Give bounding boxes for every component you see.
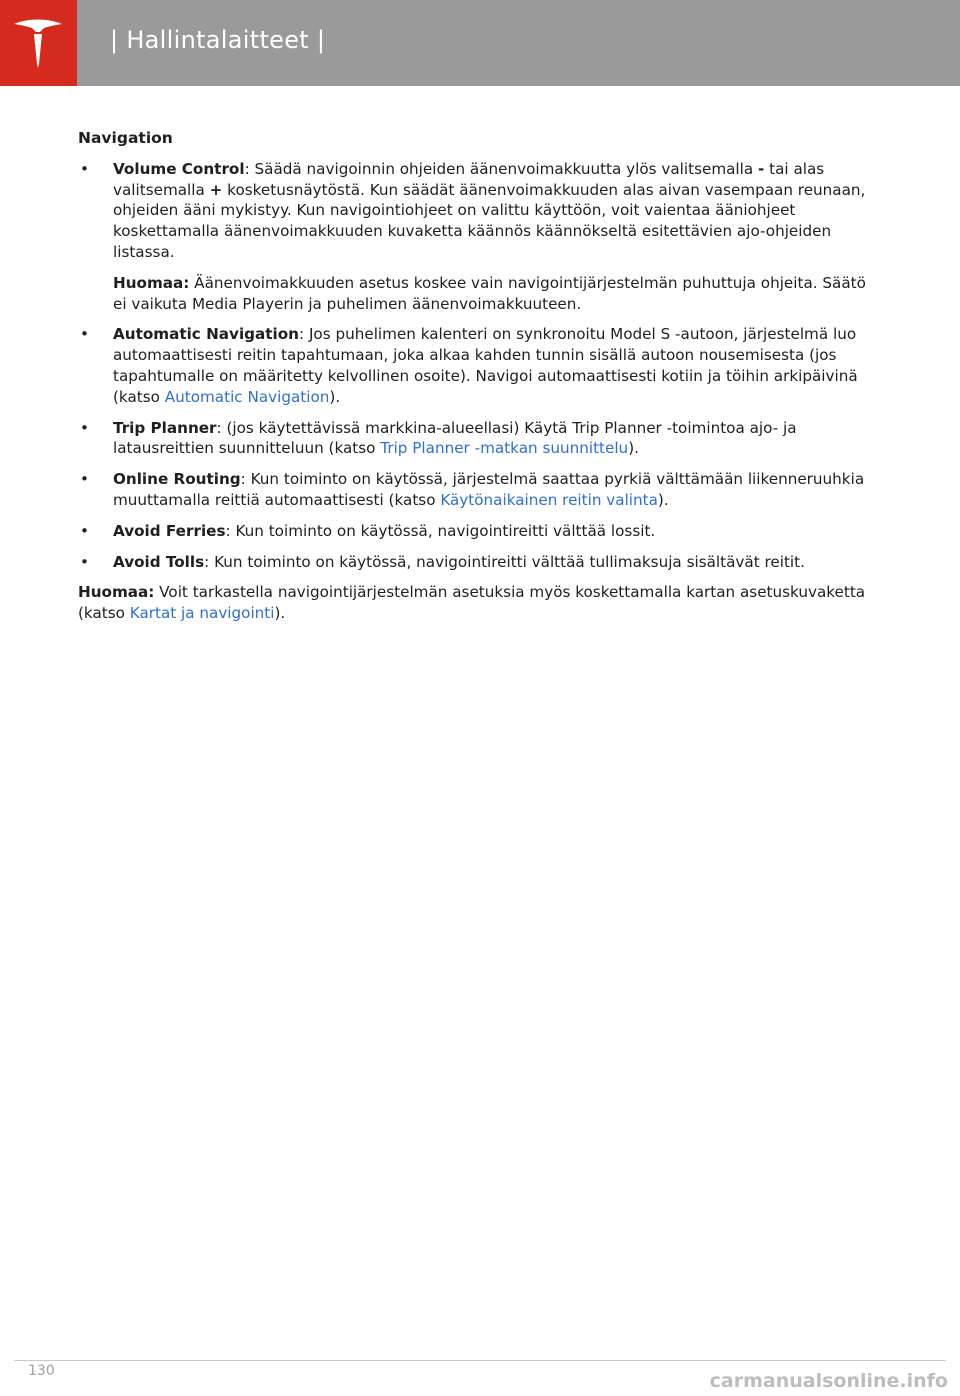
item-text: kosketusnäytöstä. Kun säädät äänenvoimakkuuden alas aivan vasempaan reunaan, ohjeiden ääni mykistyy. Kun navigointiohjeet on valittu käyttöön, voit vaientaa ääniohjeet koskettamalla äänenvoimakkuuden kuvaketta käännös käännökseltä esitettävien ajo-ohjeiden listassa. xyxy=(113,180,866,261)
item-text: : Jos puhelimen kalenteri on synkronoitu Model S -autoon, järjestelmä luo automaattisesti reitin tapahtumaan, joka alkaa kahden tunnin sisällä autoon nousemisesta (jos tapahtumalle on määritetty kelvollinen osoite). Navigoi automaattisesti kotiin ja töihin arkipäivinä (katso xyxy=(113,325,858,406)
item-text: ). xyxy=(657,490,669,509)
page-header xyxy=(0,0,960,86)
link-online-routing[interactable]: Käytönaikainen reitin valinta xyxy=(440,490,658,509)
list-item-avoid-tolls xyxy=(78,552,878,573)
page-number: 130 xyxy=(28,1363,55,1379)
link-automatic-navigation[interactable]: Automatic Navigation xyxy=(164,387,330,406)
bullet: • xyxy=(80,159,89,178)
item-text: tai alas valitsemalla xyxy=(113,159,825,199)
item-term: Online Routing xyxy=(113,470,241,489)
minus-symbol: - xyxy=(758,159,765,178)
note-label: Huomaa: xyxy=(78,583,155,602)
bullet: • xyxy=(80,552,89,571)
item-text: : (jos käytettävissä markkina-alueellasi) Käytä Trip Planner -toimintoa ajo- ja latausreittien suunnitteluun (katso xyxy=(113,418,797,458)
bullet: • xyxy=(80,325,89,344)
inline-note xyxy=(113,273,878,315)
tesla-logo-icon xyxy=(10,16,66,72)
page-header-title: | Hallintalaitteet | xyxy=(110,26,326,54)
list-item-avoid-ferries xyxy=(78,521,878,542)
item-term: Avoid Tolls xyxy=(113,552,205,571)
list-item-automatic-navigation xyxy=(78,324,878,407)
list-item-volume-control xyxy=(78,159,878,315)
watermark: carmanualsonline.info xyxy=(709,1370,948,1392)
note-text: Äänenvoimakkuuden asetus koskee vain navigointijärjestelmän puhuttuja ohjeita. Säätö ei vaikuta Media Playerin ja puhelimen äänenvoimakkuuteen. xyxy=(113,273,866,313)
link-trip-planner[interactable]: Trip Planner -matkan suunnittelu xyxy=(380,439,629,458)
settings-list xyxy=(78,159,878,573)
note-label: Huomaa: xyxy=(113,273,190,292)
bullet: • xyxy=(80,418,89,437)
item-text: : Kun toiminto on käytössä, navigointireitti välttää tullimaksuja sisältävät reitit. xyxy=(204,552,805,571)
list-item-online-routing xyxy=(78,469,878,511)
item-text: ). xyxy=(628,439,639,458)
brand-logo-box xyxy=(0,0,77,86)
bullet: • xyxy=(80,521,89,540)
item-term: Volume Control xyxy=(113,159,245,178)
note-text: ). xyxy=(274,604,286,623)
item-text: : Säädä navigoinnin ohjeiden äänenvoimakkuutta ylös valitsemalla xyxy=(244,159,758,178)
footer-divider xyxy=(14,1360,946,1361)
note-text: Voit tarkastella navigointijärjestelmän asetuksia myös koskettamalla kartan asetuskuvaketta (katso xyxy=(78,583,866,623)
item-term: Automatic Navigation xyxy=(113,325,299,344)
list-item-trip-planner xyxy=(78,418,878,460)
item-text: : Kun toiminto on käytössä, järjestelmä saattaa pyrkiä välttämään liikenneruuhkia muuttamalla reittiä automaattisesti (katso xyxy=(113,470,865,509)
section-title: Navigation xyxy=(78,129,173,147)
final-note xyxy=(78,582,878,624)
document-body xyxy=(78,128,878,624)
item-text: : Kun toiminto on käytössä, navigointireitti välttää lossit. xyxy=(225,521,656,540)
item-text: ). xyxy=(329,387,341,406)
item-term: Avoid Ferries xyxy=(113,521,226,540)
link-maps-and-navigation[interactable]: Kartat ja navigointi xyxy=(129,604,275,623)
plus-symbol: + xyxy=(209,180,223,199)
bullet: • xyxy=(80,470,89,489)
item-term: Trip Planner xyxy=(113,418,217,437)
